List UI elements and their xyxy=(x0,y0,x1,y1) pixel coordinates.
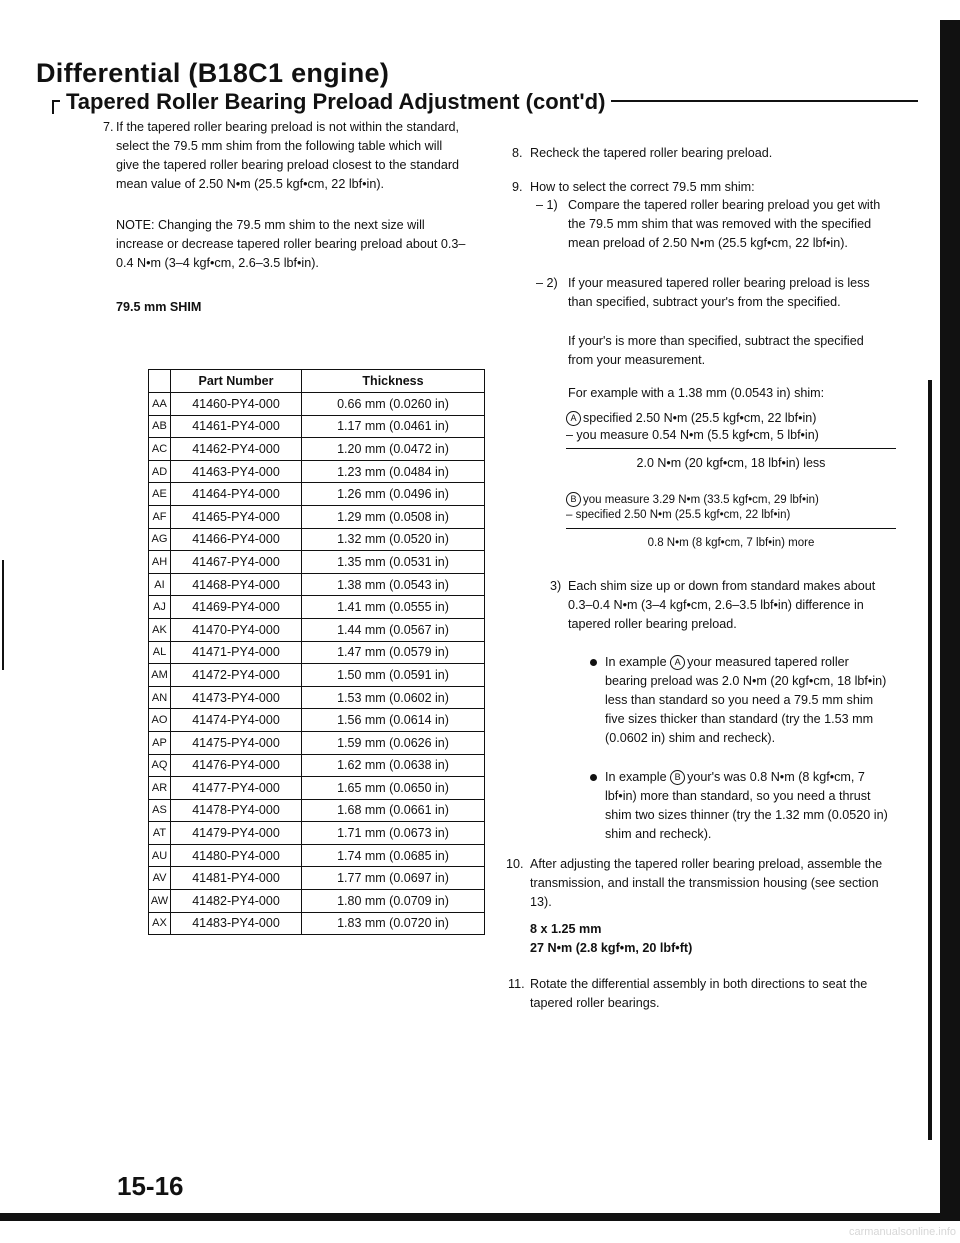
section-subtitle: Tapered Roller Bearing Preload Adjustment (cont'd) xyxy=(60,89,611,115)
table-header-row xyxy=(149,370,485,393)
part-number-cell: 41479-PY4-000 xyxy=(171,822,302,845)
edge-bar xyxy=(940,20,960,1220)
step-10-text: After adjusting the tapered roller bearing preload, assemble the transmission, and install the transmission housing (see section 13). xyxy=(530,857,883,909)
shim-code-cell: AG xyxy=(149,528,171,551)
part-number-cell: 41476-PY4-000 xyxy=(171,754,302,777)
step-9-number: 9. xyxy=(512,180,523,194)
part-number-cell: 41460-PY4-000 xyxy=(171,393,302,416)
shim-code-cell: AL xyxy=(149,641,171,664)
part-number-cell: 41470-PY4-000 xyxy=(171,618,302,641)
part-number-cell: 41463-PY4-000 xyxy=(171,460,302,483)
part-number-cell: 41472-PY4-000 xyxy=(171,664,302,687)
watermark: carmanualsonline.info xyxy=(848,1226,956,1238)
shim-code-cell: AK xyxy=(149,618,171,641)
shim-code-cell: AP xyxy=(149,731,171,754)
torque-spec-value: 27 N•m (2.8 kgf•m, 20 lbf•ft) xyxy=(530,941,693,955)
example-b-line2: – specified 2.50 N•m (25.5 kgf•cm, 22 lbf•in) xyxy=(566,509,791,521)
part-number-cell: 41464-PY4-000 xyxy=(171,483,302,506)
page-number: 15-16 xyxy=(117,1171,184,1201)
step-8-number: 8. xyxy=(512,146,523,160)
example-b-result: 0.8 N•m (8 kgf•cm, 7 lbf•in) more xyxy=(647,537,815,549)
part-number-cell: 41475-PY4-000 xyxy=(171,731,302,754)
thickness-cell: 1.68 mm (0.0661 in) xyxy=(302,799,485,822)
title-rule-vertical xyxy=(52,100,54,114)
bullet-2-text xyxy=(605,768,893,844)
shim-code-cell: AC xyxy=(149,438,171,461)
thickness-cell: 1.17 mm (0.0461 in) xyxy=(302,415,485,438)
table-header-blank xyxy=(149,370,171,393)
part-number-cell: 41461-PY4-000 xyxy=(171,415,302,438)
part-number-cell: 41465-PY4-000 xyxy=(171,505,302,528)
shim-code-cell: AI xyxy=(149,573,171,596)
shim-code-cell: AO xyxy=(149,709,171,732)
table-row xyxy=(149,867,485,890)
table-header-part-number: Part Number xyxy=(171,370,302,393)
table-row xyxy=(149,438,485,461)
part-number-cell: 41469-PY4-000 xyxy=(171,596,302,619)
shim-code-cell: AB xyxy=(149,415,171,438)
part-number-cell: 41477-PY4-000 xyxy=(171,777,302,800)
step-7-text: If the tapered roller bearing preload is not within the standard, select the 79.5 mm shim from the following table which will give the tapered roller bearing preload closest to the standard mean value of 2.50 N•m (25.5 kgf•cm, 22 lbf•in). xyxy=(116,120,460,191)
table-row xyxy=(149,641,485,664)
step-9-sub2-text: If your measured tapered roller bearing preload is less than specified, subtract your's from the specified. xyxy=(568,276,870,309)
step-9-sub3-text: Each shim size up or down from standard makes about 0.3–0.4 N•m (3–4 kgf•cm, 2.6–3.5 lbf•in) difference in tapered roller bearing preload. xyxy=(568,579,876,631)
thickness-cell: 1.80 mm (0.0709 in) xyxy=(302,890,485,913)
thickness-cell: 1.32 mm (0.0520 in) xyxy=(302,528,485,551)
shim-code-cell: AU xyxy=(149,844,171,867)
table-row xyxy=(149,483,485,506)
part-number-cell: 41483-PY4-000 xyxy=(171,912,302,935)
thickness-cell: 1.20 mm (0.0472 in) xyxy=(302,438,485,461)
part-number-cell: 41474-PY4-000 xyxy=(171,709,302,732)
step-7-number: 7. xyxy=(103,120,114,134)
thickness-cell: 1.71 mm (0.0673 in) xyxy=(302,822,485,845)
part-number-cell: 41468-PY4-000 xyxy=(171,573,302,596)
shim-code-cell: AQ xyxy=(149,754,171,777)
thickness-cell: 1.62 mm (0.0638 in) xyxy=(302,754,485,777)
bullet-1-pre: In example xyxy=(605,655,667,669)
example-a-ref-badge: A xyxy=(670,655,685,670)
example-a-line2: – you measure 0.54 N•m (5.5 kgf•cm, 5 lbf•in) xyxy=(566,428,819,442)
table-row xyxy=(149,596,485,619)
table-row xyxy=(149,731,485,754)
example-a-rule xyxy=(566,448,896,449)
table-row xyxy=(149,912,485,935)
shim-code-cell: AF xyxy=(149,505,171,528)
thickness-cell: 1.77 mm (0.0697 in) xyxy=(302,867,485,890)
part-number-cell: 41467-PY4-000 xyxy=(171,551,302,574)
bullet-1-text xyxy=(605,653,893,748)
step-9-sub3-number: 3) xyxy=(550,579,562,593)
thickness-cell: 0.66 mm (0.0260 in) xyxy=(302,393,485,416)
example-a-badge: A xyxy=(566,411,581,426)
shim-code-cell: AR xyxy=(149,777,171,800)
thickness-cell: 1.56 mm (0.0614 in) xyxy=(302,709,485,732)
thickness-cell: 1.44 mm (0.0567 in) xyxy=(302,618,485,641)
thickness-cell: 1.47 mm (0.0579 in) xyxy=(302,641,485,664)
table-row xyxy=(149,415,485,438)
example-b-badge: B xyxy=(566,492,581,507)
bullet-2-body: your's was 0.8 N•m (8 kgf•cm, 7 lbf•in) more than standard, so you need a thrust shim two sizes thinner (try the 1.32 mm (0.0520 in) shim and recheck). xyxy=(605,770,888,841)
example-intro: For example with a 1.38 mm (0.0543 in) shim: xyxy=(568,386,825,400)
part-number-cell: 41478-PY4-000 xyxy=(171,799,302,822)
step-9-sub2-more: If your's is more than specified, subtract the specified from your measurement. xyxy=(568,334,864,367)
part-number-cell: 41480-PY4-000 xyxy=(171,844,302,867)
thickness-cell: 1.29 mm (0.0508 in) xyxy=(302,505,485,528)
table-row xyxy=(149,709,485,732)
part-number-cell: 41473-PY4-000 xyxy=(171,686,302,709)
shim-code-cell: AS xyxy=(149,799,171,822)
table-row xyxy=(149,664,485,687)
bullet-dot xyxy=(590,774,597,781)
table-row xyxy=(149,505,485,528)
example-a-result: 2.0 N•m (20 kgf•cm, 18 lbf•in) less xyxy=(636,456,826,470)
step-11-text: Rotate the differential assembly in both directions to seat the tapered roller bearings. xyxy=(530,977,868,1010)
step-9-sub2-number: – 2) xyxy=(536,276,558,290)
part-number-cell: 41482-PY4-000 xyxy=(171,890,302,913)
table-row xyxy=(149,799,485,822)
example-a xyxy=(566,410,896,444)
step-7-note: NOTE: Changing the 79.5 mm shim to the next size will increase or decrease tapered roller bearing preload about 0.3–0.4 N•m (3–4 kgf•cm, 2.6–3.5 lbf•in). xyxy=(116,218,466,270)
thickness-cell: 1.50 mm (0.0591 in) xyxy=(302,664,485,687)
bullet-dot xyxy=(590,659,597,666)
table-row xyxy=(149,393,485,416)
thickness-cell: 1.65 mm (0.0650 in) xyxy=(302,777,485,800)
thickness-cell: 1.41 mm (0.0555 in) xyxy=(302,596,485,619)
shim-code-cell: AW xyxy=(149,890,171,913)
bullet-1-body: your measured tapered roller bearing preload was 2.0 N•m (20 kgf•cm, 18 lbf•in) less than standard so you need a 79.5 mm shim five sizes thicker than standard (try the 1.53 mm (0.0602 in) shim and recheck). xyxy=(605,655,887,745)
example-a-spec: specified 2.50 N•m (25.5 kgf•cm, 22 lbf•in) xyxy=(583,411,817,425)
table-row xyxy=(149,618,485,641)
thickness-cell: 1.35 mm (0.0531 in) xyxy=(302,551,485,574)
thickness-cell: 1.53 mm (0.0602 in) xyxy=(302,686,485,709)
step-8-text: Recheck the tapered roller bearing preload. xyxy=(530,146,773,160)
shim-code-cell: AA xyxy=(149,393,171,416)
example-b-measure: you measure 3.29 N•m (33.5 kgf•cm, 29 lbf•in) xyxy=(583,494,819,506)
shim-code-cell: AT xyxy=(149,822,171,845)
shim-code-cell: AE xyxy=(149,483,171,506)
torque-spec-size: 8 x 1.25 mm xyxy=(530,922,602,936)
table-row xyxy=(149,777,485,800)
shim-code-cell: AM xyxy=(149,664,171,687)
table-row xyxy=(149,528,485,551)
step-9-sub1-text: Compare the tapered roller bearing preload you get with the 79.5 mm shim that was removed with the specified mean preload of 2.50 N•m (25.5 kgf•cm, 22 lbf•in). xyxy=(568,198,881,250)
shim-code-cell: AD xyxy=(149,460,171,483)
shim-code-cell: AJ xyxy=(149,596,171,619)
table-row xyxy=(149,844,485,867)
shim-code-cell: AN xyxy=(149,686,171,709)
table-row xyxy=(149,686,485,709)
shim-table xyxy=(148,369,485,935)
table-row xyxy=(149,573,485,596)
thickness-cell: 1.26 mm (0.0496 in) xyxy=(302,483,485,506)
left-margin-mark xyxy=(2,560,4,670)
example-b-line1 xyxy=(566,492,896,508)
shim-code-cell: AX xyxy=(149,912,171,935)
example-b-ref-badge: B xyxy=(670,770,685,785)
thickness-cell: 1.59 mm (0.0626 in) xyxy=(302,731,485,754)
step-11-number: 11. xyxy=(508,977,525,991)
part-number-cell: 41466-PY4-000 xyxy=(171,528,302,551)
thickness-cell: 1.74 mm (0.0685 in) xyxy=(302,844,485,867)
table-title: 79.5 mm SHIM xyxy=(116,300,202,314)
footer-bar xyxy=(0,1213,960,1221)
thickness-cell: 1.83 mm (0.0720 in) xyxy=(302,912,485,935)
step-9-text: How to select the correct 79.5 mm shim: xyxy=(530,180,755,194)
table-row xyxy=(149,551,485,574)
table-header-thickness: Thickness xyxy=(302,370,485,393)
example-b-rule xyxy=(566,528,896,529)
example-a-line1 xyxy=(566,410,896,427)
part-number-cell: 41481-PY4-000 xyxy=(171,867,302,890)
thickness-cell: 1.23 mm (0.0484 in) xyxy=(302,460,485,483)
part-number-cell: 41462-PY4-000 xyxy=(171,438,302,461)
table-row xyxy=(149,890,485,913)
step-9-sub1-number: – 1) xyxy=(536,198,558,212)
bullet-2-pre: In example xyxy=(605,770,667,784)
part-number-cell: 41471-PY4-000 xyxy=(171,641,302,664)
shim-code-cell: AH xyxy=(149,551,171,574)
table-row xyxy=(149,754,485,777)
step-10-number: 10. xyxy=(506,857,524,871)
thickness-cell: 1.38 mm (0.0543 in) xyxy=(302,573,485,596)
edge-bar-thin xyxy=(928,380,932,1140)
page-title: Differential (B18C1 engine) xyxy=(36,58,390,88)
table-row xyxy=(149,822,485,845)
shim-code-cell: AV xyxy=(149,867,171,890)
example-b xyxy=(566,492,896,523)
table-row xyxy=(149,460,485,483)
